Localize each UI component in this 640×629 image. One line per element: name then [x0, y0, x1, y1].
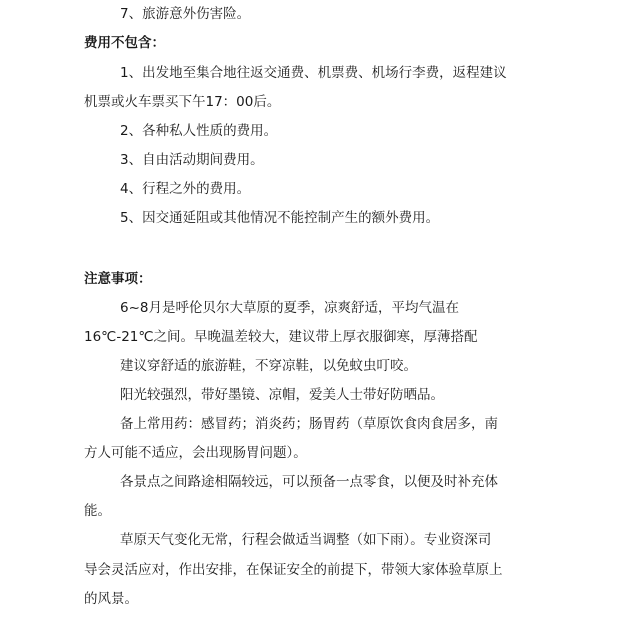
excluded-item-3: 3、自由活动期间费用。	[120, 152, 264, 168]
note-weather-line-2: 导会灵活应对，作出安排，在保证安全的前提下，带领大家体验草原上	[84, 562, 503, 578]
section-heading-not-included: 费用不包含：	[84, 35, 165, 51]
note-climate-line-1: 6~8月是呼伦贝尔大草原的夏季，凉爽舒适，平均气温在	[120, 300, 459, 316]
note-weather-line-3: 的风景。	[84, 591, 138, 607]
note-snacks-line-2: 能。	[84, 503, 111, 519]
note-medicine-line-2: 方人可能不适应，会出现肠胃问题）。	[84, 445, 307, 461]
note-shoes: 建议穿舒适的旅游鞋，不穿凉鞋，以免蚊虫叮咬。	[120, 358, 417, 374]
section-heading-notes: 注意事项：	[84, 271, 152, 287]
note-climate-line-2: 16℃-21℃之间。早晚温差较大，建议带上厚衣服御寒，厚薄搭配	[84, 329, 478, 345]
excluded-item-2: 2、各种私人性质的费用。	[120, 123, 278, 139]
note-medicine-line-1: 备上常用药：感冒药；消炎药；肠胃药（草原饮食肉食居多，南	[120, 416, 498, 432]
note-weather-line-1: 草原天气变化无常，行程会做适当调整（如下雨）。专业资深司	[120, 532, 492, 548]
note-sun-protection: 阳光较强烈，带好墨镜、凉帽，爱美人士带好防晒品。	[120, 387, 444, 403]
excluded-item-1-line-2: 机票或火车票买下午17：00后。	[84, 94, 281, 110]
note-snacks-line-1: 各景点之间路途相隔较远，可以预备一点零食，以便及时补充体	[120, 474, 498, 490]
excluded-item-4: 4、行程之外的费用。	[120, 181, 251, 197]
excluded-item-1-line-1: 1、出发地至集合地往返交通费、机票费、机场行李费，返程建议	[120, 65, 507, 81]
excluded-item-5: 5、因交通延阻或其他情况不能控制产生的额外费用。	[120, 210, 440, 226]
included-item-7: 7、旅游意外伤害险。	[120, 6, 251, 22]
